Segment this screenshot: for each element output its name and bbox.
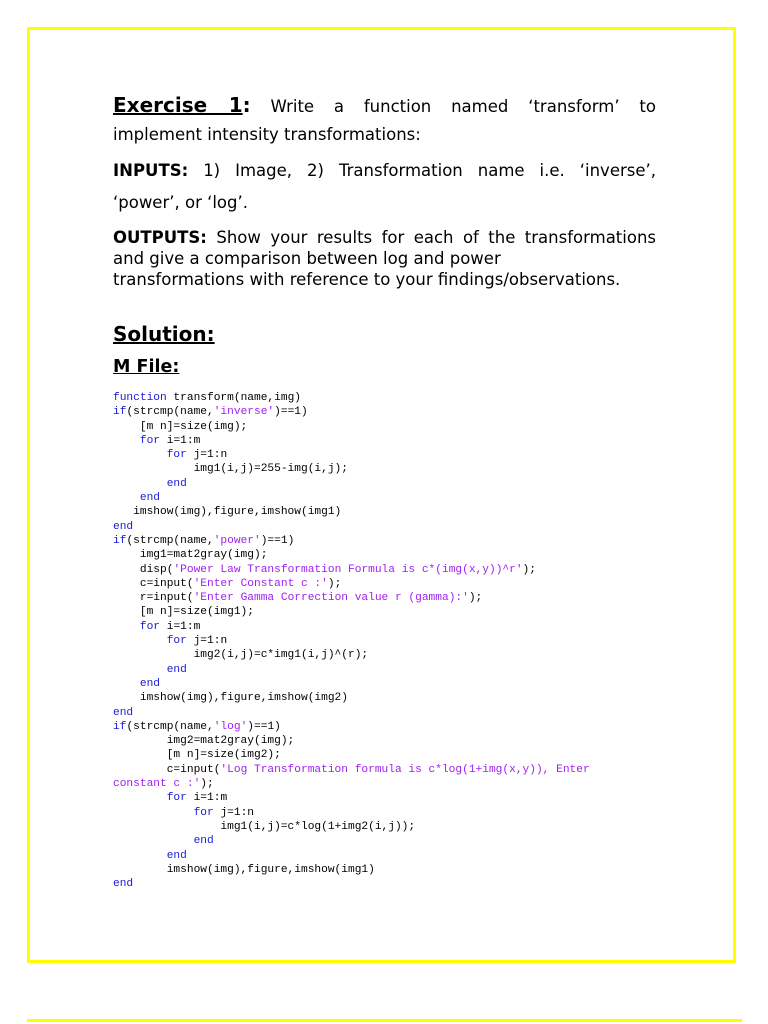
inputs-line-2: ‘power’, or ‘log’. xyxy=(113,193,248,212)
code-keyword: if xyxy=(113,534,127,547)
code-line xyxy=(113,748,656,762)
code-text: img2(i,j)=c*img1(i,j)^(r); xyxy=(113,649,369,662)
code-line xyxy=(113,591,656,605)
code-line xyxy=(113,477,656,491)
code-line xyxy=(113,763,656,777)
code-text xyxy=(113,478,167,490)
code-keyword: for xyxy=(139,620,161,633)
code-keyword: for xyxy=(166,635,187,648)
outputs-label: OUTPUTS: xyxy=(113,228,207,247)
code-line xyxy=(113,834,656,848)
code-line xyxy=(113,420,656,434)
code-line xyxy=(113,434,656,448)
code-text xyxy=(113,850,167,862)
code-string: 'log' xyxy=(213,720,248,733)
code-text: i=1:m xyxy=(160,620,201,633)
code-text: (strcmp(name, xyxy=(126,406,214,419)
code-keyword: if xyxy=(113,720,127,733)
code-text: [m n]=size(img); xyxy=(113,420,248,433)
code-line xyxy=(113,777,656,791)
outputs-line-3: transformations with reference to your findings/observations. xyxy=(113,270,621,289)
code-line xyxy=(113,620,656,634)
code-text: j=1:n xyxy=(186,635,228,648)
code-text: c=input( xyxy=(113,763,221,776)
code-text xyxy=(113,635,167,647)
code-text: i=1:m xyxy=(160,434,201,447)
code-text: )==1) xyxy=(260,534,295,547)
code-text: transform(name,img) xyxy=(166,392,301,404)
code-text: r=input( xyxy=(113,592,194,605)
code-keyword: if xyxy=(113,406,127,419)
code-text: imshow(img),figure,imshow(img1) xyxy=(113,863,375,876)
code-line xyxy=(113,548,656,562)
code-text xyxy=(113,678,140,690)
code-text xyxy=(113,621,140,633)
code-line xyxy=(113,448,656,462)
code-line xyxy=(113,577,656,591)
code-keyword: end xyxy=(113,706,134,719)
code-line xyxy=(113,791,656,805)
code-text: img2=mat2gray(img); xyxy=(113,735,295,748)
code-line xyxy=(113,605,656,619)
code-text: c=input( xyxy=(113,577,194,590)
next-page-border-edge xyxy=(27,1019,742,1024)
inputs-text-1: 1) Image, 2) Transformation name i.e. ‘inverse’, xyxy=(203,161,656,180)
code-keyword: for xyxy=(166,792,187,805)
code-line xyxy=(113,820,656,834)
outputs-line-2: and give a comparison between log and power xyxy=(113,249,501,268)
exercise-heading-colon: : xyxy=(242,93,251,117)
code-text: img1(i,j)=c*log(1+img2(i,j)); xyxy=(113,820,416,833)
code-string: 'inverse' xyxy=(213,406,275,419)
code-keyword: end xyxy=(139,492,161,505)
code-line xyxy=(113,391,656,405)
code-line xyxy=(113,849,656,863)
code-text: ); xyxy=(200,778,214,791)
code-line xyxy=(113,863,656,877)
exercise-text-1: Write a function named ‘transform’ to xyxy=(270,97,656,116)
code-line xyxy=(113,563,656,577)
code-text: ); xyxy=(468,592,483,605)
code-keyword: function xyxy=(113,392,167,404)
outputs-line-1 xyxy=(113,227,656,248)
mfile-heading: M File: xyxy=(113,357,180,377)
matlab-code-block xyxy=(113,391,656,891)
code-string: 'Enter Gamma Correction value r (gamma):' xyxy=(193,592,469,605)
code-text xyxy=(113,807,194,819)
code-text: ); xyxy=(522,563,536,576)
code-line xyxy=(113,534,656,548)
code-text: )==1) xyxy=(274,406,308,419)
code-string: 'Log Transformation formula is c*log(1+img(x,y)), Enter xyxy=(220,763,590,776)
code-line xyxy=(113,706,656,720)
code-keyword: end xyxy=(166,663,187,676)
code-string: constant c :' xyxy=(113,778,201,791)
code-text: disp( xyxy=(113,563,174,576)
code-keyword: end xyxy=(166,477,187,490)
code-text: )==1) xyxy=(247,720,281,733)
code-line xyxy=(113,491,656,505)
code-line xyxy=(113,505,656,519)
code-keyword: for xyxy=(193,806,214,819)
inputs-label: INPUTS: xyxy=(113,161,189,180)
code-keyword: end xyxy=(139,677,161,690)
code-text xyxy=(113,435,140,447)
inputs-line-1 xyxy=(113,155,656,187)
outputs-paragraph xyxy=(113,227,656,290)
code-keyword: end xyxy=(113,878,134,891)
code-text: img1(i,j)=255-img(i,j); xyxy=(113,463,348,476)
code-text: i=1:m xyxy=(186,792,228,805)
exercise-heading: Exercise 1 xyxy=(113,93,243,117)
code-line xyxy=(113,663,656,677)
code-text: [m n]=size(img2); xyxy=(113,749,281,762)
code-text xyxy=(113,449,167,461)
solution-heading: Solution: xyxy=(113,322,215,346)
exercise-line-2: implement intensity transformations: xyxy=(113,125,421,144)
code-text: imshow(img),figure,imshow(img2) xyxy=(113,692,348,705)
code-string: 'Enter Constant c :' xyxy=(193,577,328,590)
code-line xyxy=(113,520,656,534)
code-keyword: end xyxy=(166,849,187,862)
code-string: 'power' xyxy=(213,534,261,547)
exercise-line-1 xyxy=(113,88,656,124)
code-keyword: for xyxy=(139,434,161,447)
code-line xyxy=(113,634,656,648)
code-text xyxy=(113,664,167,676)
code-keyword: end xyxy=(193,835,214,848)
document-content xyxy=(113,88,656,891)
code-keyword: end xyxy=(113,520,134,533)
code-text: j=1:n xyxy=(213,806,255,819)
code-text: img1=mat2gray(img); xyxy=(113,549,268,562)
code-line xyxy=(113,648,656,662)
code-text: imshow(img),figure,imshow(img1) xyxy=(113,506,342,519)
code-line xyxy=(113,734,656,748)
code-line xyxy=(113,720,656,734)
code-text: [m n]=size(img1); xyxy=(113,606,254,619)
outputs-text-1: Show your results for each of the transformations xyxy=(216,228,657,247)
code-line xyxy=(113,806,656,820)
code-text: j=1:n xyxy=(186,449,228,462)
code-text: ); xyxy=(327,577,342,590)
code-text: (strcmp(name, xyxy=(126,534,214,547)
code-text xyxy=(113,835,194,847)
code-line xyxy=(113,691,656,705)
code-text xyxy=(113,492,140,504)
code-text: (strcmp(name, xyxy=(126,720,214,733)
code-text xyxy=(113,792,167,804)
code-line xyxy=(113,877,656,891)
code-line xyxy=(113,677,656,691)
code-line xyxy=(113,462,656,476)
code-line xyxy=(113,405,656,419)
code-string: 'Power Law Transformation Formula is c*(img(x,y))^r' xyxy=(173,563,523,576)
code-keyword: for xyxy=(166,449,187,462)
